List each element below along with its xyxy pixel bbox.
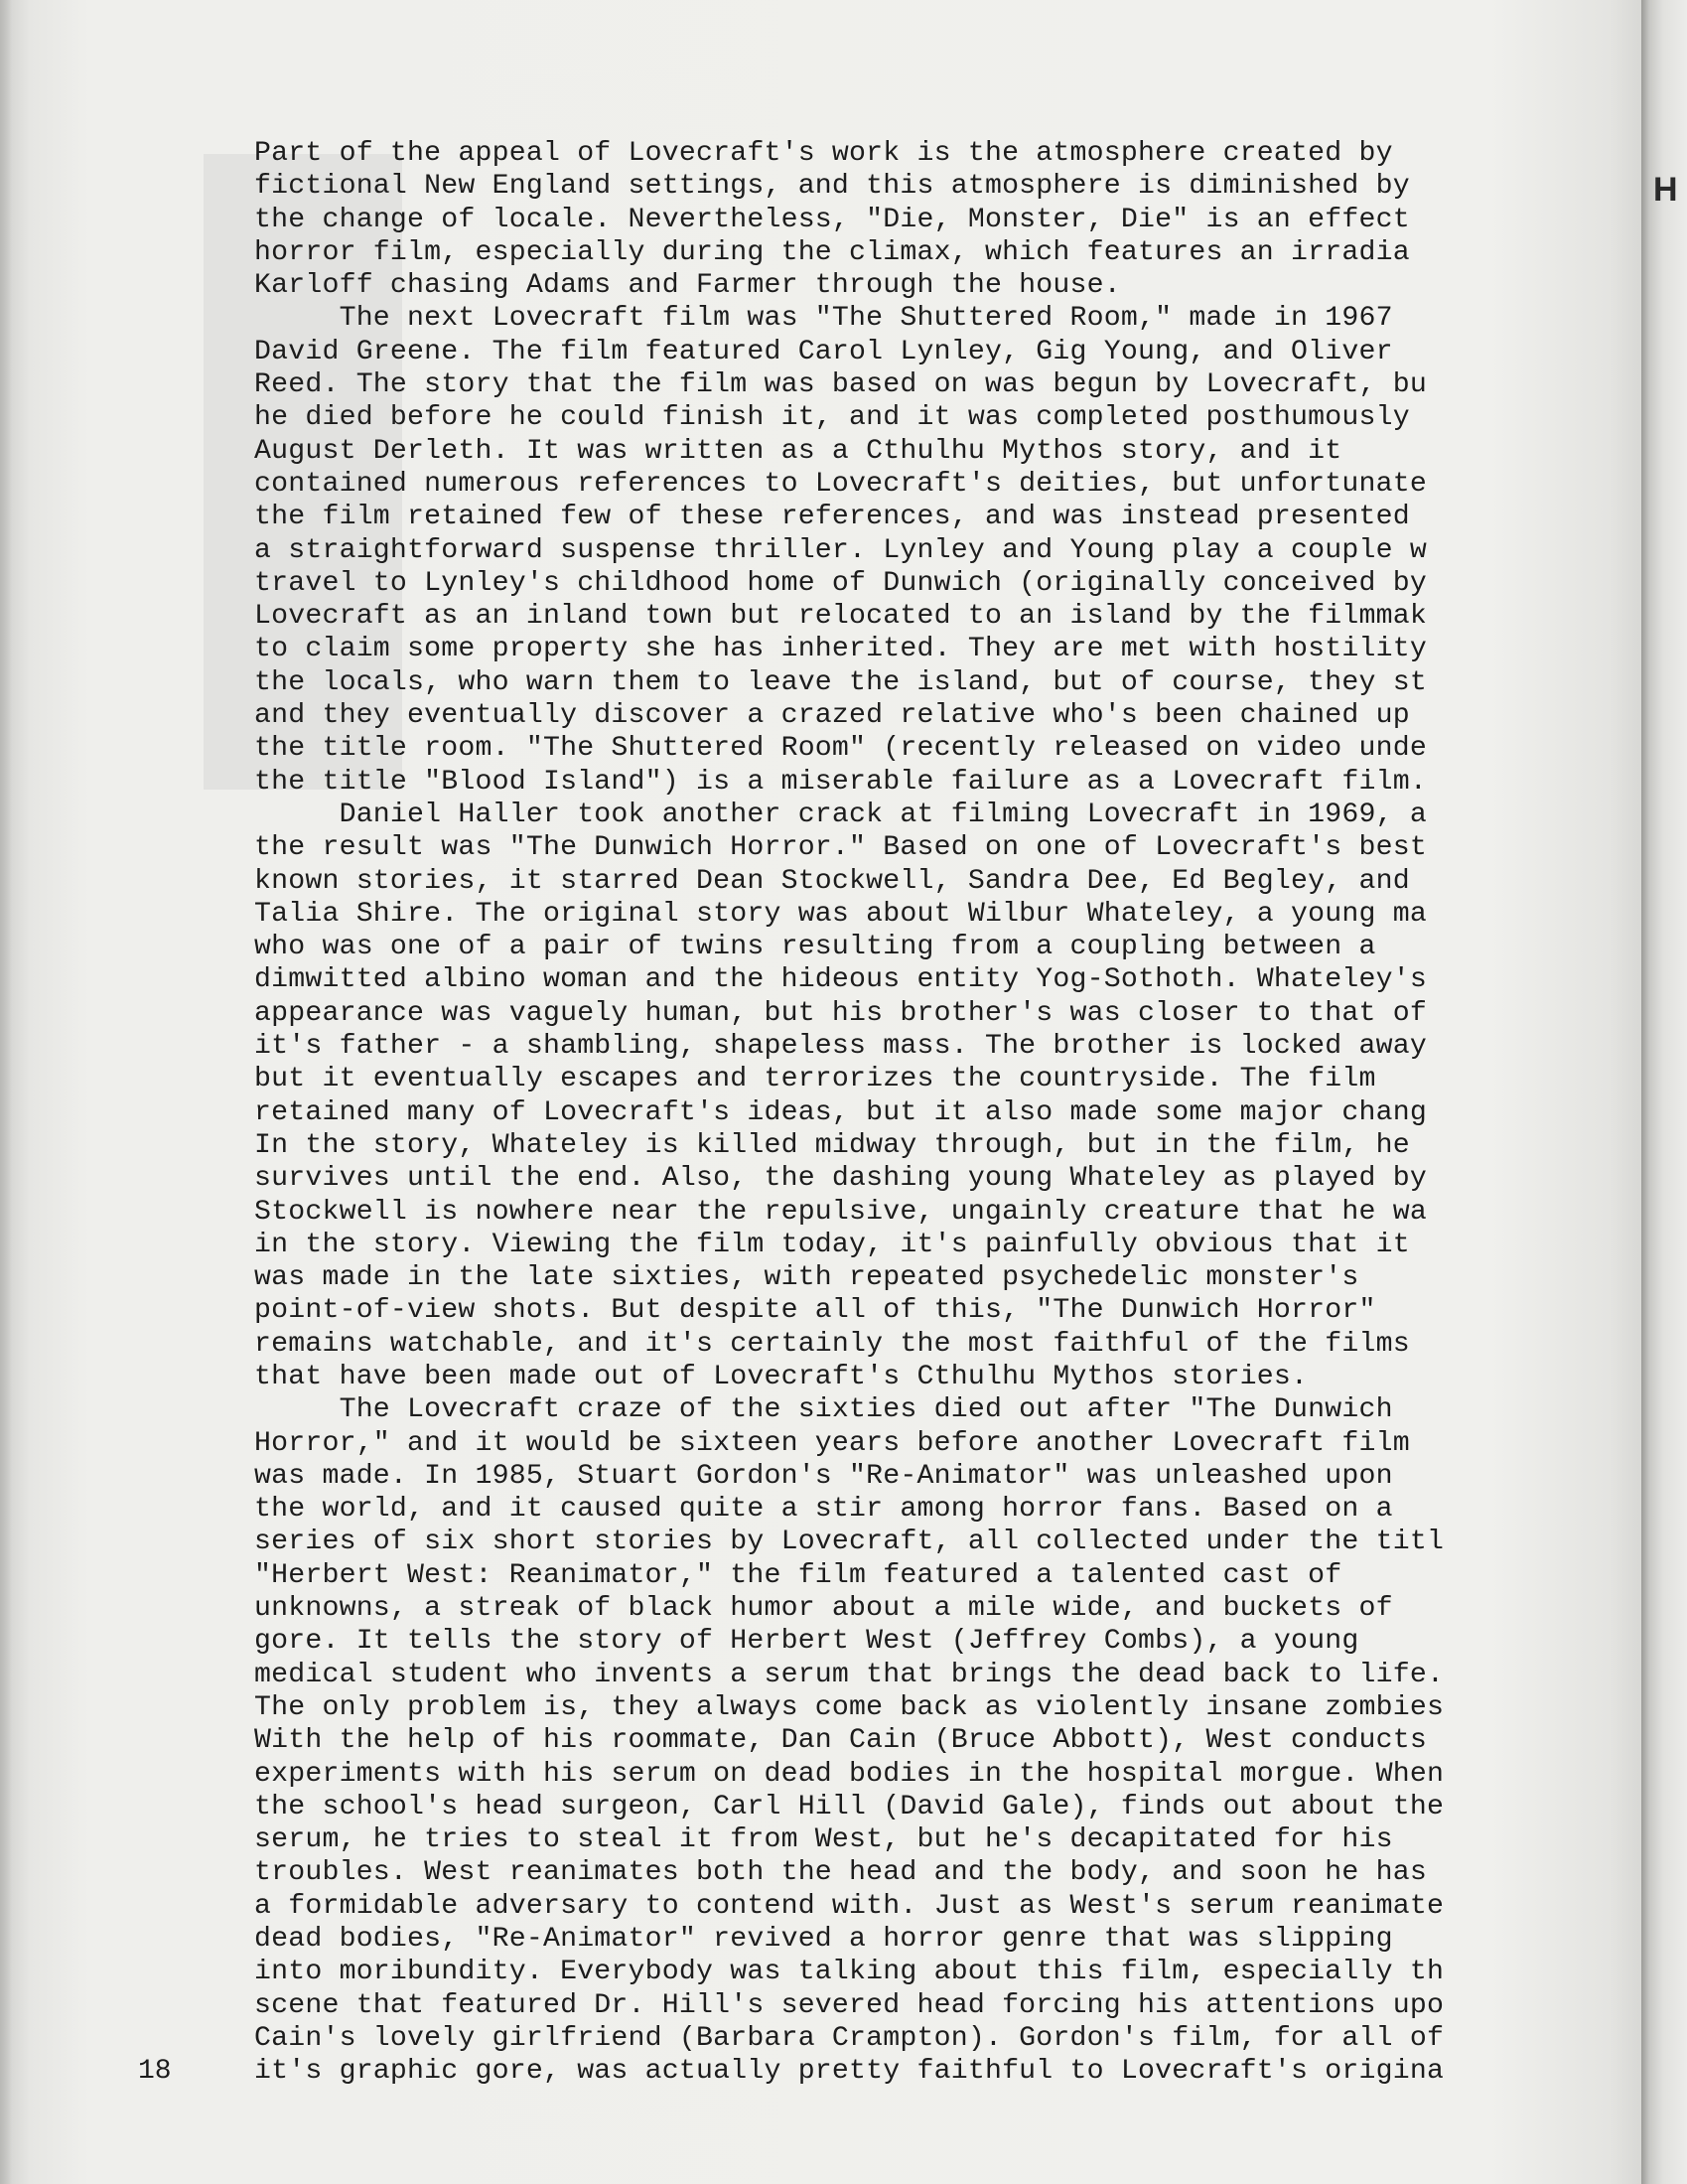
text-line: but it eventually escapes and terrorizes the countryside. The film xyxy=(254,1064,1376,1095)
text-line: Talia Shire. The original story was about Wilbur Whateley, a young ma xyxy=(254,898,1427,930)
text-line: appearance was vaguely human, but his brother's was closer to that of xyxy=(254,997,1427,1029)
text-line: experiments with his serum on dead bodies in the hospital morgue. When xyxy=(254,1758,1445,1790)
text-line: the world, and it caused quite a stir among horror fans. Based on a xyxy=(254,1494,1393,1526)
text-line: to claim some property she has inherited. They are met with hostility xyxy=(254,634,1427,665)
text-line: David Greene. The film featured Carol Lynley, Gig Young, and Oliver xyxy=(254,336,1393,367)
text-line: Lovecraft as an inland town but relocated to an island by the filmmak xyxy=(254,601,1427,633)
text-line: the result was "The Dunwich Horror." Based on one of Lovecraft's best xyxy=(254,832,1427,864)
text-line: horror film, especially during the climax, which features an irradia xyxy=(254,236,1410,268)
text-line: it's graphic gore, was actually pretty faithful to Lovecraft's origina xyxy=(254,2056,1445,2088)
text-line: troubles. West reanimates both the head and the body, and soon he has xyxy=(254,1857,1427,1889)
text-line: known stories, it starred Dean Stockwell, Sandra Dee, Ed Begley, and xyxy=(254,865,1410,897)
text-line: serum, he tries to steal it from West, but he's decapitated for his xyxy=(254,1824,1393,1856)
text-line: the school's head surgeon, Carl Hill (David Gale), finds out about the xyxy=(254,1791,1445,1822)
text-line: retained many of Lovecraft's ideas, but it also made some major chang xyxy=(254,1096,1427,1128)
next-page-edge xyxy=(1641,0,1687,2184)
text-line: The only problem is, they always come back as violently insane zombies xyxy=(254,1691,1445,1723)
binding-shadow xyxy=(0,0,12,2184)
text-line: The next Lovecraft film was "The Shuttered Room," made in 1967 xyxy=(254,303,1393,335)
text-line: the film retained few of these references, and was instead presented xyxy=(254,502,1410,533)
text-line: who was one of a pair of twins resulting from a coupling between a xyxy=(254,932,1376,963)
text-line: dead bodies, "Re-Animator" revived a horror genre that was slipping xyxy=(254,1924,1393,1956)
text-line: was made in the late sixties, with repeated psychedelic monster's xyxy=(254,1262,1359,1294)
text-line: contained numerous references to Lovecraft's deities, but unfortunate xyxy=(254,468,1427,500)
text-line: The Lovecraft craze of the sixties died out after "The Dunwich xyxy=(254,1394,1393,1426)
text-line: August Derleth. It was written as a Cthulhu Mythos story, and it xyxy=(254,435,1342,467)
text-line: the title "Blood Island") is a miserable failure as a Lovecraft film. xyxy=(254,766,1427,798)
text-line: it's father - a shambling, shapeless mass. The brother is locked away xyxy=(254,1031,1427,1063)
text-line: travel to Lynley's childhood home of Dunwich (originally conceived by xyxy=(254,567,1427,599)
text-line: that have been made out of Lovecraft's Cthulhu Mythos stories. xyxy=(254,1361,1309,1392)
text-line: into moribundity. Everybody was talking about this film, especially th xyxy=(254,1957,1445,1988)
text-line: With the help of his roommate, Dan Cain (Bruce Abbott), West conducts xyxy=(254,1725,1427,1757)
text-line: point-of-view shots. But despite all of this, "The Dunwich Horror" xyxy=(254,1295,1376,1327)
text-line: series of six short stories by Lovecraft, all collected under the titl xyxy=(254,1527,1445,1558)
text-line: In the story, Whateley is killed midway through, but in the film, he xyxy=(254,1129,1410,1161)
text-line: medical student who invents a serum that brings the dead back to life. xyxy=(254,1659,1445,1690)
text-line: Karloff chasing Adams and Farmer through the house. xyxy=(254,270,1121,302)
text-line: gore. It tells the story of Herbert West (Jeffrey Combs), a young xyxy=(254,1626,1359,1658)
text-line: the locals, who warn them to leave the island, but of course, they st xyxy=(254,666,1427,698)
text-line: a formidable adversary to contend with. Just as West's serum reanimate xyxy=(254,1890,1445,1922)
text-line: "Herbert West: Reanimator," the film featured a talented cast of xyxy=(254,1559,1342,1591)
text-line: Stockwell is nowhere near the repulsive, ungainly creature that he wa xyxy=(254,1196,1427,1228)
next-page-edge-letter: H xyxy=(1653,171,1678,209)
text-line: remains watchable, and it's certainly the most faithful of the films xyxy=(254,1328,1410,1360)
text-line: Daniel Haller took another crack at filming Lovecraft in 1969, a xyxy=(254,799,1427,830)
text-line: Reed. The story that the film was based on was begun by Lovecraft, bu xyxy=(254,369,1427,401)
text-line: scene that featured Dr. Hill's severed head forcing his attentions upo xyxy=(254,1989,1445,2021)
text-line: he died before he could finish it, and it was completed posthumously xyxy=(254,402,1410,434)
article-body xyxy=(254,137,1634,2089)
text-line: a straightforward suspense thriller. Lynley and Young play a couple w xyxy=(254,534,1427,566)
text-line: and they eventually discover a crazed relative who's been chained up xyxy=(254,700,1410,732)
text-line: Horror," and it would be sixteen years before another Lovecraft film xyxy=(254,1427,1410,1459)
text-line: unknowns, a streak of black humor about a mile wide, and buckets of xyxy=(254,1593,1393,1625)
page-number: 18 xyxy=(138,2056,172,2087)
text-line: dimwitted albino woman and the hideous entity Yog-Sothoth. Whateley's xyxy=(254,964,1427,996)
text-line: survives until the end. Also, the dashing young Whateley as played by xyxy=(254,1163,1427,1195)
text-line: fictional New England settings, and this atmosphere is diminished by xyxy=(254,171,1410,203)
text-line: the change of locale. Nevertheless, "Die, Monster, Die" is an effect xyxy=(254,204,1410,235)
text-line: was made. In 1985, Stuart Gordon's "Re-Animator" was unleashed upon xyxy=(254,1460,1393,1492)
text-line: in the story. Viewing the film today, it's painfully obvious that it xyxy=(254,1229,1410,1260)
text-line: Cain's lovely girlfriend (Barbara Crampton). Gordon's film, for all of xyxy=(254,2022,1445,2054)
text-line: the title room. "The Shuttered Room" (recently released on video unde xyxy=(254,733,1427,765)
text-line: Part of the appeal of Lovecraft's work is the atmosphere created by xyxy=(254,138,1393,169)
